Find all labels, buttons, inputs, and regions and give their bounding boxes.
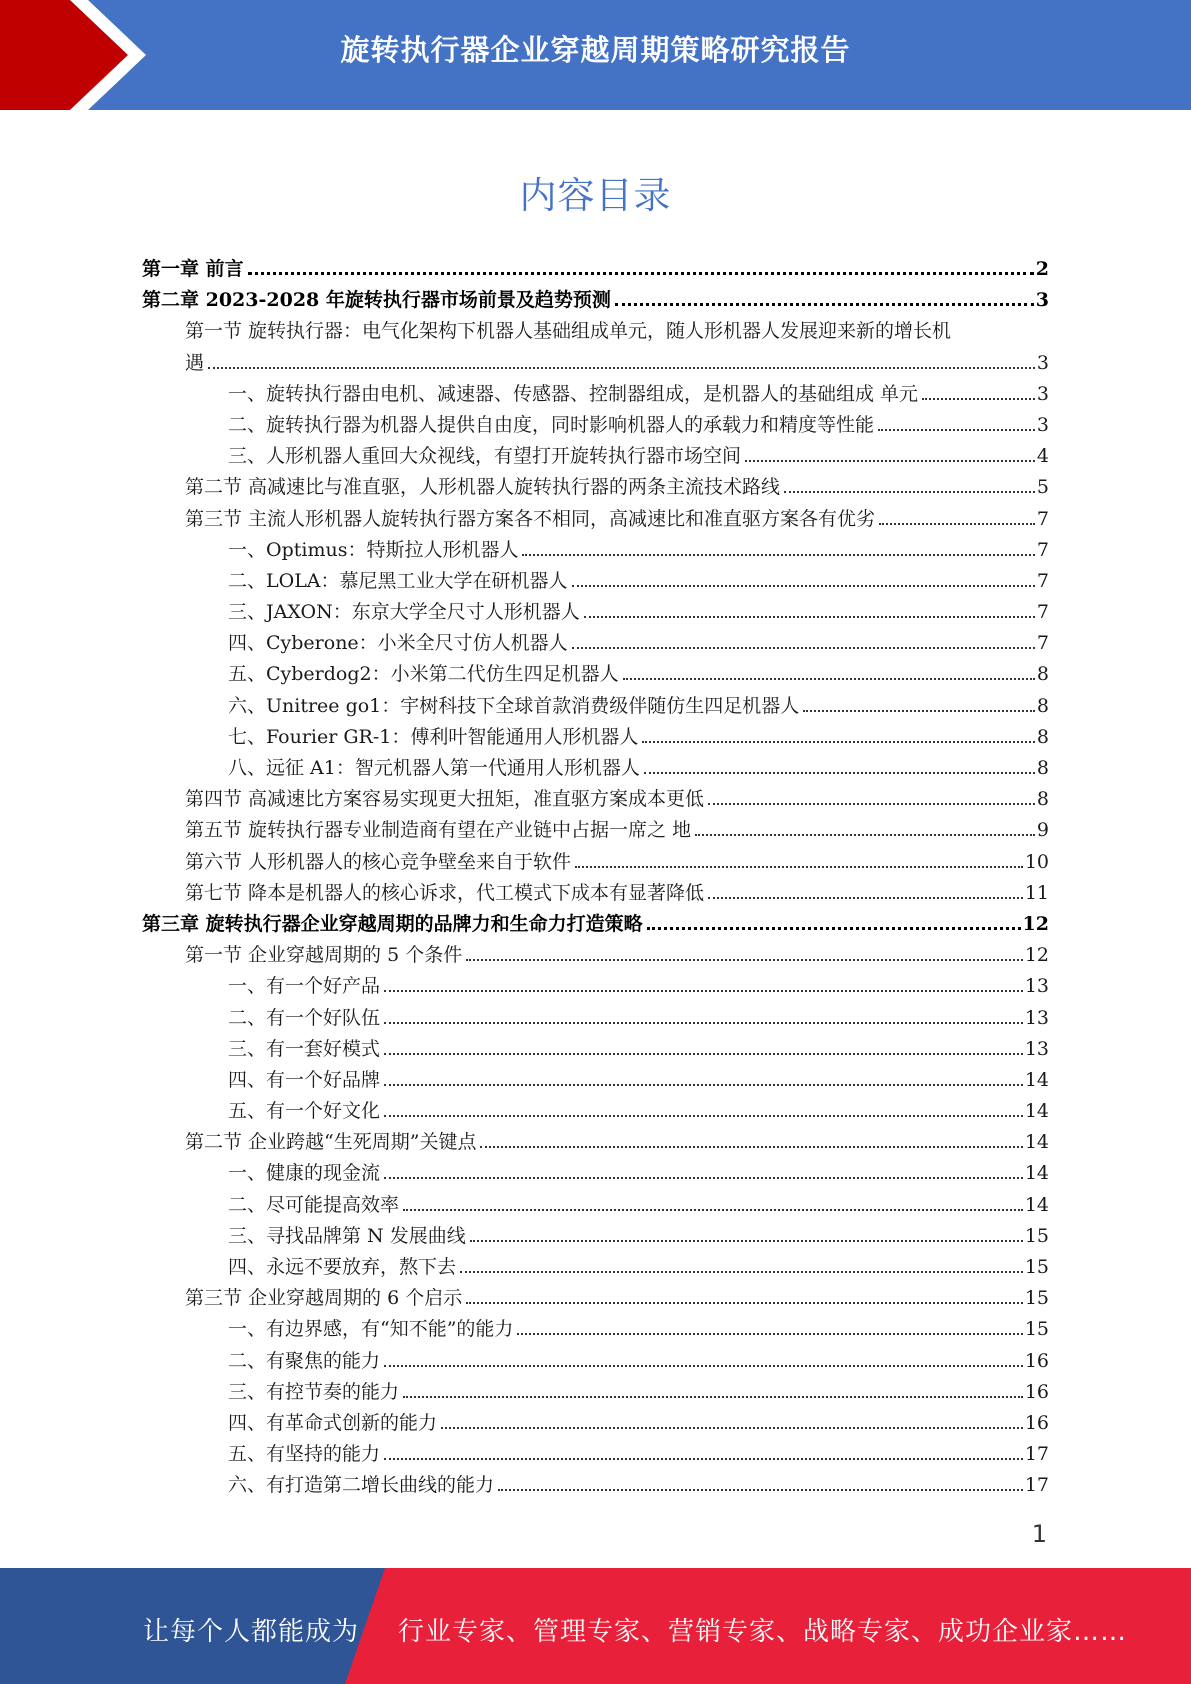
toc-entry-page: 8 — [1036, 725, 1049, 748]
toc-entry-title: 遇 — [185, 351, 205, 374]
dot-leader — [384, 1115, 1023, 1117]
toc-entry-title: 一、旋转执行器由电机、减速器、传感器、控制器组成，是机器人的基础组成 单元 — [228, 382, 919, 405]
toc-entry-page: 13 — [1024, 1037, 1049, 1060]
dot-leader — [803, 710, 1035, 712]
dot-leader — [403, 1209, 1023, 1211]
toc-entry-title: 五、Cyberdog2：小米第二代仿生四足机器人 — [228, 663, 619, 686]
dot-leader — [384, 990, 1023, 992]
toc-entry-title: 六、Unitree go1：宇树科技下全球首款消费级伴随仿生四足机器人 — [228, 694, 800, 717]
dot-leader — [644, 772, 1035, 774]
toc-entry-title: 第三节 主流人形机器人旋转执行器方案各不相同，高减速比和准直驱方案各有优劣 — [185, 507, 876, 530]
toc-entry-title: 第四节 高减速比方案容易实现更大扭矩，准直驱方案成本更低 — [185, 788, 705, 811]
toc-entry[interactable] — [142, 597, 1049, 628]
dot-leader — [480, 1146, 1022, 1148]
dot-leader — [784, 491, 1035, 493]
toc-entry-page: 7 — [1036, 569, 1049, 592]
toc-entry-title: 第二节 企业跨越“生死周期”关键点 — [185, 1131, 477, 1154]
toc-entry[interactable] — [142, 566, 1049, 597]
toc-entry-page: 12 — [1022, 912, 1049, 935]
toc-entry-page: 17 — [1024, 1474, 1049, 1497]
toc-entry-title: 三、寻找品牌第 N 发展曲线 — [228, 1224, 466, 1247]
toc-entry[interactable] — [142, 722, 1049, 753]
toc-entry-title: 四、有革命式创新的能力 — [228, 1411, 438, 1434]
dot-leader — [708, 803, 1035, 805]
dot-leader — [572, 647, 1035, 649]
toc-entry-page: 3 — [1036, 382, 1049, 405]
toc-entry-page: 10 — [1024, 850, 1049, 873]
toc-entry-title: 六、有打造第二增长曲线的能力 — [228, 1474, 495, 1497]
toc-entry-page: 15 — [1024, 1318, 1049, 1341]
toc-entry-title: 五、有坚持的能力 — [228, 1443, 381, 1466]
toc-entry-page: 9 — [1036, 819, 1049, 842]
toc-entry[interactable] — [142, 1439, 1049, 1470]
toc-entry-title: 八、远征 A1：智元机器人第一代通用人形机器人 — [228, 757, 640, 779]
toc-entry-title: 二、LOLA：慕尼黑工业大学在研机器人 — [228, 569, 568, 592]
header-arrow-graphic — [0, 0, 160, 110]
toc-entry-title: 一、有边界感，有“知不能”的能力 — [228, 1318, 514, 1341]
toc-heading: 内容目录 — [519, 174, 672, 217]
toc-entry-page: 16 — [1024, 1411, 1049, 1434]
toc-entry-page: 16 — [1024, 1380, 1049, 1403]
toc-entry-page: 14 — [1024, 1162, 1049, 1185]
toc-entry-title: 第一章 前言 — [142, 258, 244, 280]
toc-entry-title: 第三节 企业穿越周期的 6 个启示 — [185, 1287, 463, 1310]
toc-entry-title: 五、有一个好文化 — [228, 1100, 381, 1123]
toc-entry[interactable] — [142, 1065, 1049, 1096]
toc-entry[interactable] — [142, 815, 1049, 846]
toc-entry-page: 4 — [1036, 445, 1049, 468]
toc-entry[interactable] — [142, 1221, 1049, 1252]
toc-entry-title: 一、健康的现金流 — [228, 1162, 381, 1185]
toc-entry[interactable] — [142, 1314, 1049, 1345]
report-title: 旋转执行器企业穿越周期策略研究报告 — [340, 33, 851, 67]
toc-entry-title: 二、有聚焦的能力 — [228, 1349, 381, 1372]
toc-chapter-entry[interactable] — [142, 285, 1049, 316]
toc-entry[interactable] — [142, 1096, 1049, 1127]
toc-entry-title: 二、有一个好队伍 — [228, 1006, 381, 1029]
dot-leader — [879, 523, 1035, 525]
toc-entry-page: 8 — [1036, 757, 1049, 779]
toc-entry-title: 七、Fourier GR-1：傅利叶智能通用人形机器人 — [228, 725, 639, 748]
toc-entry[interactable] — [142, 410, 1049, 441]
toc-entry-title: 二、旋转执行器为机器人提供自由度，同时影响机器人的承载力和精度等性能 — [228, 413, 875, 436]
toc-entry[interactable] — [142, 1346, 1049, 1377]
toc-entry-page: 2 — [1035, 258, 1049, 280]
toc-entry[interactable] — [142, 878, 1049, 909]
dot-leader — [647, 927, 1021, 930]
toc-entry-page: 3 — [1036, 413, 1049, 436]
toc-entry-title: 一、Optimus：特斯拉人形机器人 — [228, 538, 519, 561]
toc-entry[interactable] — [142, 316, 1049, 347]
dot-leader — [466, 959, 1023, 961]
toc-entry[interactable] — [142, 784, 1049, 815]
toc-entry-page: 14 — [1024, 1193, 1049, 1216]
toc-entry[interactable] — [142, 1408, 1049, 1439]
toc-entry-title: 第六节 人形机器人的核心竞争壁垒来自于软件 — [185, 850, 572, 873]
toc-entry-title: 一、有一个好产品 — [228, 975, 381, 998]
dot-leader — [248, 272, 1034, 275]
toc-entry[interactable] — [142, 628, 1049, 659]
toc-entry-title: 三、JAXON：东京大学全尺寸人形机器人 — [228, 601, 580, 624]
dot-leader — [878, 429, 1035, 431]
toc-entry[interactable] — [142, 504, 1049, 535]
toc-entry-page: 13 — [1024, 975, 1049, 998]
toc-entry[interactable] — [142, 1470, 1049, 1501]
toc-entry-title: 第一节 企业穿越周期的 5 个条件 — [185, 944, 463, 967]
toc-entry-title: 第五节 旋转执行器专业制造商有望在产业链中占据一席之 地 — [185, 819, 692, 842]
toc-entry-title: 二、尽可能提高效率 — [228, 1193, 400, 1216]
dot-leader — [522, 554, 1034, 556]
toc-entry[interactable] — [142, 535, 1049, 566]
page-number: 1 — [1031, 1520, 1047, 1548]
toc-entry-page: 15 — [1024, 1287, 1049, 1310]
dot-leader — [572, 585, 1035, 587]
dot-leader — [708, 897, 1023, 899]
toc-entry-title: 三、有一套好模式 — [228, 1037, 381, 1060]
dot-leader — [466, 1302, 1023, 1304]
toc-entry-page: 14 — [1024, 1100, 1049, 1123]
toc-entry-page: 8 — [1036, 663, 1049, 686]
toc-chapter-entry[interactable] — [142, 909, 1049, 940]
toc-entry[interactable] — [142, 1003, 1049, 1034]
toc-entry-page: 7 — [1036, 632, 1049, 655]
dot-leader — [441, 1427, 1023, 1429]
toc-entry[interactable] — [142, 1127, 1049, 1158]
toc-entry[interactable] — [142, 441, 1049, 472]
toc-entry-page: 11 — [1024, 881, 1049, 904]
dot-leader — [575, 866, 1023, 868]
dot-leader — [745, 460, 1035, 462]
toc-entry[interactable] — [142, 1190, 1049, 1221]
dot-leader — [384, 1053, 1023, 1055]
footer-banner — [0, 1568, 1191, 1684]
toc-entry-title: 第三章 旋转执行器企业穿越周期的品牌力和生命力打造策略 — [142, 912, 643, 935]
toc-entry-page: 17 — [1024, 1443, 1049, 1466]
toc-chapter-entry[interactable] — [142, 254, 1049, 285]
toc-entry-page: 5 — [1036, 476, 1049, 499]
header-banner — [0, 0, 1191, 110]
dot-leader — [460, 1271, 1023, 1273]
dot-leader — [695, 834, 1035, 836]
toc-entry[interactable] — [142, 379, 1049, 410]
toc-entry[interactable] — [142, 847, 1049, 878]
toc-entry[interactable] — [142, 691, 1049, 722]
dot-leader — [470, 1240, 1023, 1242]
dot-leader — [384, 1177, 1023, 1179]
toc-entry-page: 7 — [1036, 601, 1049, 624]
toc-entry[interactable] — [142, 659, 1049, 690]
footer-slogan-right: 行业专家、管理专家、营销专家、战略专家、成功企业家…… — [398, 1617, 1128, 1647]
toc-entry[interactable] — [142, 472, 1049, 503]
toc-entry[interactable] — [142, 1034, 1049, 1065]
dot-leader — [642, 741, 1035, 743]
toc-entry-title: 三、有控节奏的能力 — [228, 1380, 400, 1403]
toc-entry-title: 三、人形机器人重回大众视线，有望打开旋转执行器市场空间 — [228, 445, 742, 468]
toc-entry-page: 8 — [1036, 788, 1049, 811]
toc-entry-page: 12 — [1024, 944, 1049, 967]
toc-entry-page: 16 — [1024, 1349, 1049, 1372]
toc-entry[interactable] — [142, 753, 1049, 784]
toc-entry[interactable] — [142, 1377, 1049, 1408]
toc-entry-title: 四、有一个好品牌 — [228, 1068, 381, 1091]
toc-entry-title: 第二章 2023-2028 年旋转执行器市场前景及趋势预测 — [142, 289, 611, 312]
dot-leader — [384, 1365, 1023, 1367]
dot-leader — [208, 367, 1035, 369]
table-of-contents — [142, 254, 1049, 1502]
toc-entry-title: 第二节 高减速比与准直驱，人形机器人旋转执行器的两条主流技术路线 — [185, 476, 781, 499]
toc-entry-page: 7 — [1036, 538, 1049, 561]
toc-entry[interactable] — [142, 1158, 1049, 1189]
dot-leader — [403, 1396, 1023, 1398]
dot-leader — [384, 1084, 1023, 1086]
dot-leader — [384, 1458, 1023, 1460]
toc-entry-title: 第一节 旋转执行器：电气化架构下机器人基础组成单元，随人形机器人发展迎来新的增长机 — [185, 320, 952, 343]
dot-leader — [498, 1489, 1023, 1491]
toc-entry[interactable] — [142, 1283, 1049, 1314]
toc-entry-page: 14 — [1024, 1068, 1049, 1091]
toc-entry-title: 四、永远不要放弃，熬下去 — [228, 1256, 457, 1278]
toc-entry-page: 14 — [1024, 1131, 1049, 1154]
toc-entry-title: 第七节 降本是机器人的核心诉求，代工模式下成本有显著降低 — [185, 881, 705, 904]
toc-entry-page: 3 — [1035, 289, 1049, 312]
toc-entry-title: 四、Cyberone：小米全尺寸仿人机器人 — [228, 632, 568, 655]
toc-entry[interactable] — [142, 971, 1049, 1002]
dot-leader — [517, 1333, 1022, 1335]
toc-entry-page: 15 — [1024, 1224, 1049, 1247]
dot-leader — [584, 616, 1035, 618]
footer-slogan-left: 让每个人都能成为 — [143, 1617, 360, 1647]
dot-leader — [384, 1022, 1023, 1024]
dot-leader — [623, 678, 1035, 680]
toc-entry[interactable] — [142, 940, 1049, 971]
toc-entry-page: 7 — [1036, 507, 1049, 530]
toc-entry-page: 8 — [1036, 694, 1049, 717]
dot-leader — [615, 303, 1034, 306]
toc-entry[interactable] — [142, 1252, 1049, 1283]
toc-entry-page: 3 — [1036, 351, 1049, 374]
toc-entry-page: 15 — [1024, 1256, 1049, 1278]
toc-entry-page: 13 — [1024, 1006, 1049, 1029]
toc-entry[interactable] — [142, 348, 1049, 379]
dot-leader — [922, 398, 1035, 400]
